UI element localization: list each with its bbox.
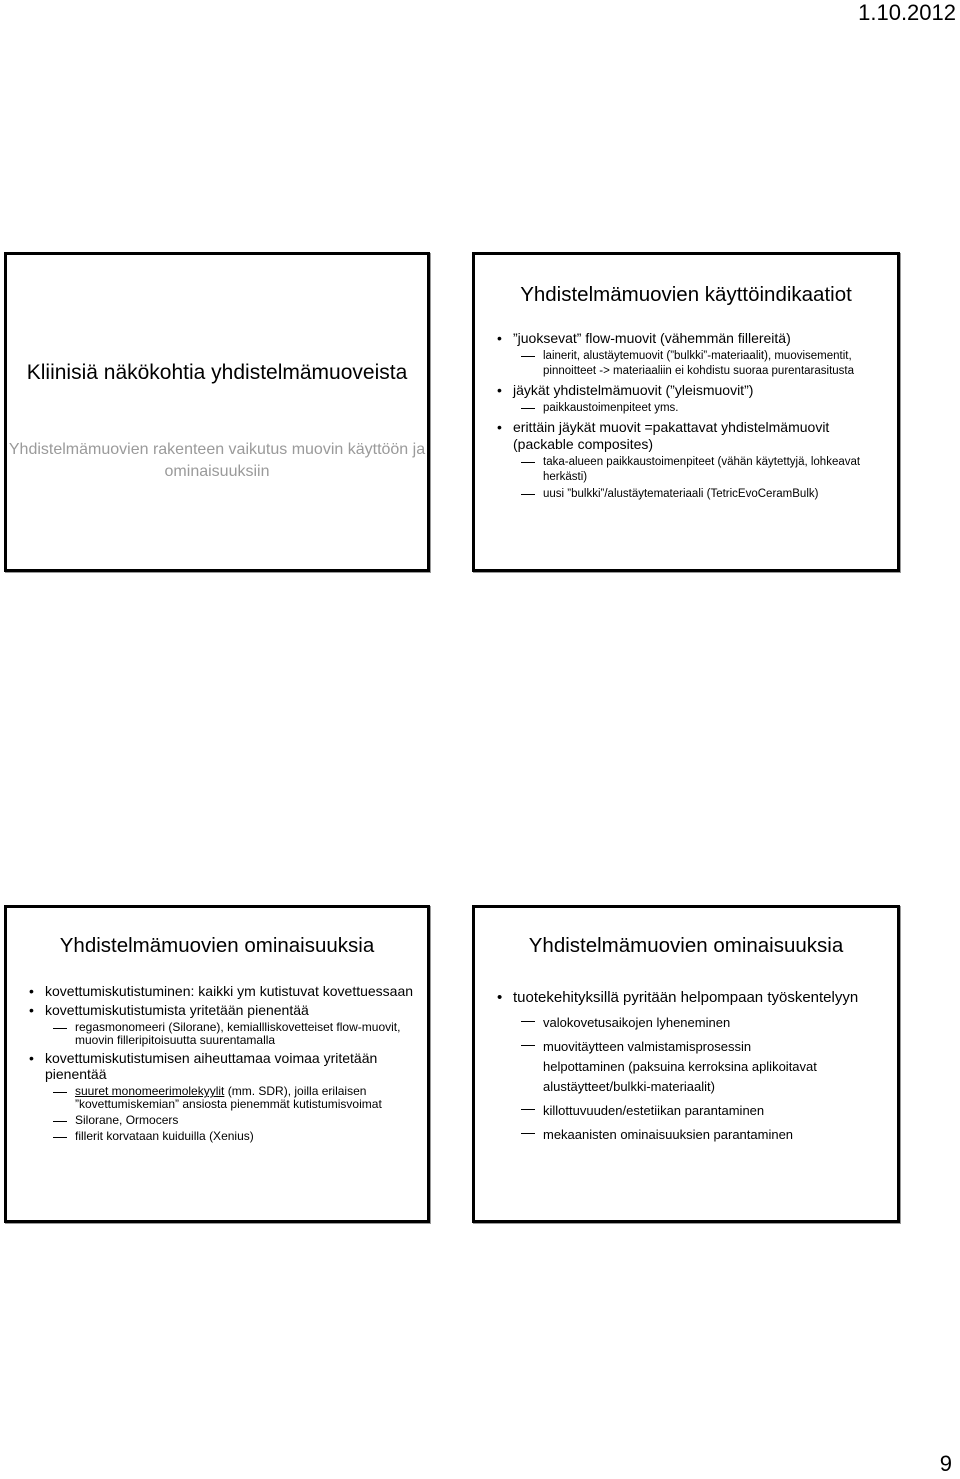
sub-bullet-item: fillerit korvataan kuiduilla (Xenius) [29, 1130, 415, 1143]
continuation-text: helpottaminen (paksuina kerroksina aplikoitavat alustäytteet/bulkki-materiaalit) [543, 1059, 817, 1094]
slide-properties-2 [472, 905, 900, 1223]
slide-body [497, 327, 885, 502]
sub-bullet-item: taka-alueen paikkaustoimenpiteet (vähän käytettyjä, lohkeavat herkästi) [497, 455, 885, 485]
sub-bullet-item: killottuvuuden/estetiikan parantaminen [497, 1101, 885, 1121]
sub-bullet-item: regasmonomeeri (Silorane), kemiallliskovetteiset flow-muovit, muovin filleripitoisuutta suurentamalla [29, 1021, 415, 1047]
bullet-item: • kovettumiskutistumista yritetään pienentää [29, 1002, 415, 1018]
sub-bullet-item: mekaanisten ominaisuuksien parantaminen [497, 1125, 885, 1145]
title-slide [4, 252, 430, 572]
bullet-item: • kovettumiskutistumisen aiheuttamaa voimaa yritetään pienentää [29, 1050, 415, 1082]
slide-properties-1 [4, 905, 430, 1223]
sub-bullet-item: paikkaustoimenpiteet yms. [497, 401, 885, 416]
bullet-item: • jäykät yhdistelmämuovit (”yleismuovit”) [497, 382, 885, 399]
sub-bullet-item: uusi ”bulkki”/alustäytemateriaali (TetricEvoCeramBulk) [497, 487, 885, 502]
sub-bullet-text: (mm. SDR), joilla erilaisen ”kovettumiskemian” ansiosta pienemmät kutistumisvoimat [75, 1084, 382, 1111]
sub-bullet-item: muovitäytteen valmistamisprosessin [497, 1037, 885, 1057]
page-date: 1.10.2012 [858, 0, 956, 25]
bullet-item: • tuotekehityksillä pyritään helpompaan työskentelyyn [497, 986, 885, 1009]
sub-bullet-item: lainerit, alustäytemuovit (”bulkki”-materiaalit), muovisementit, pinnoitteet -> materiaaliin ei kohdistu suoraa purentarasitusta [497, 349, 885, 379]
sub-bullet-item: valokovetusaikojen lyheneminen [497, 1013, 885, 1033]
slide-body [29, 980, 415, 1143]
sub-bullet-item: Silorane, Ormocers [29, 1114, 415, 1127]
slide-body [497, 986, 885, 1145]
bullet-item: • erittäin jäykät muovit =pakattavat yhdistelmämuovit (packable composites) [497, 419, 885, 453]
bullet-item: • kovettumiskutistuminen: kaikki ym kutistuvat kovettuessaan [29, 983, 415, 999]
underlined-text: suuret monomeerimolekyylit [75, 1084, 225, 1098]
slide-title: Yhdistelmämuovien käyttöindikaatiot [520, 283, 852, 306]
bullet-item: • ”juoksevat” flow-muovit (vähemmän fillereitä) [497, 330, 885, 347]
page-number: 9 [939, 1451, 952, 1476]
slide-title: Kliinisiä näkökohtia yhdistelmämuoveista [26, 361, 408, 384]
slide-title: Yhdistelmämuovien ominaisuuksia [59, 934, 375, 957]
slide-indications [472, 252, 900, 572]
slide-subtitle: Yhdistelmämuovien rakenteen vaikutus muovin käyttöön ja ominaisuuksiin [8, 441, 426, 480]
slide-title: Yhdistelmämuovien ominaisuuksia [528, 934, 844, 957]
sub-bullet-item [29, 1085, 415, 1111]
